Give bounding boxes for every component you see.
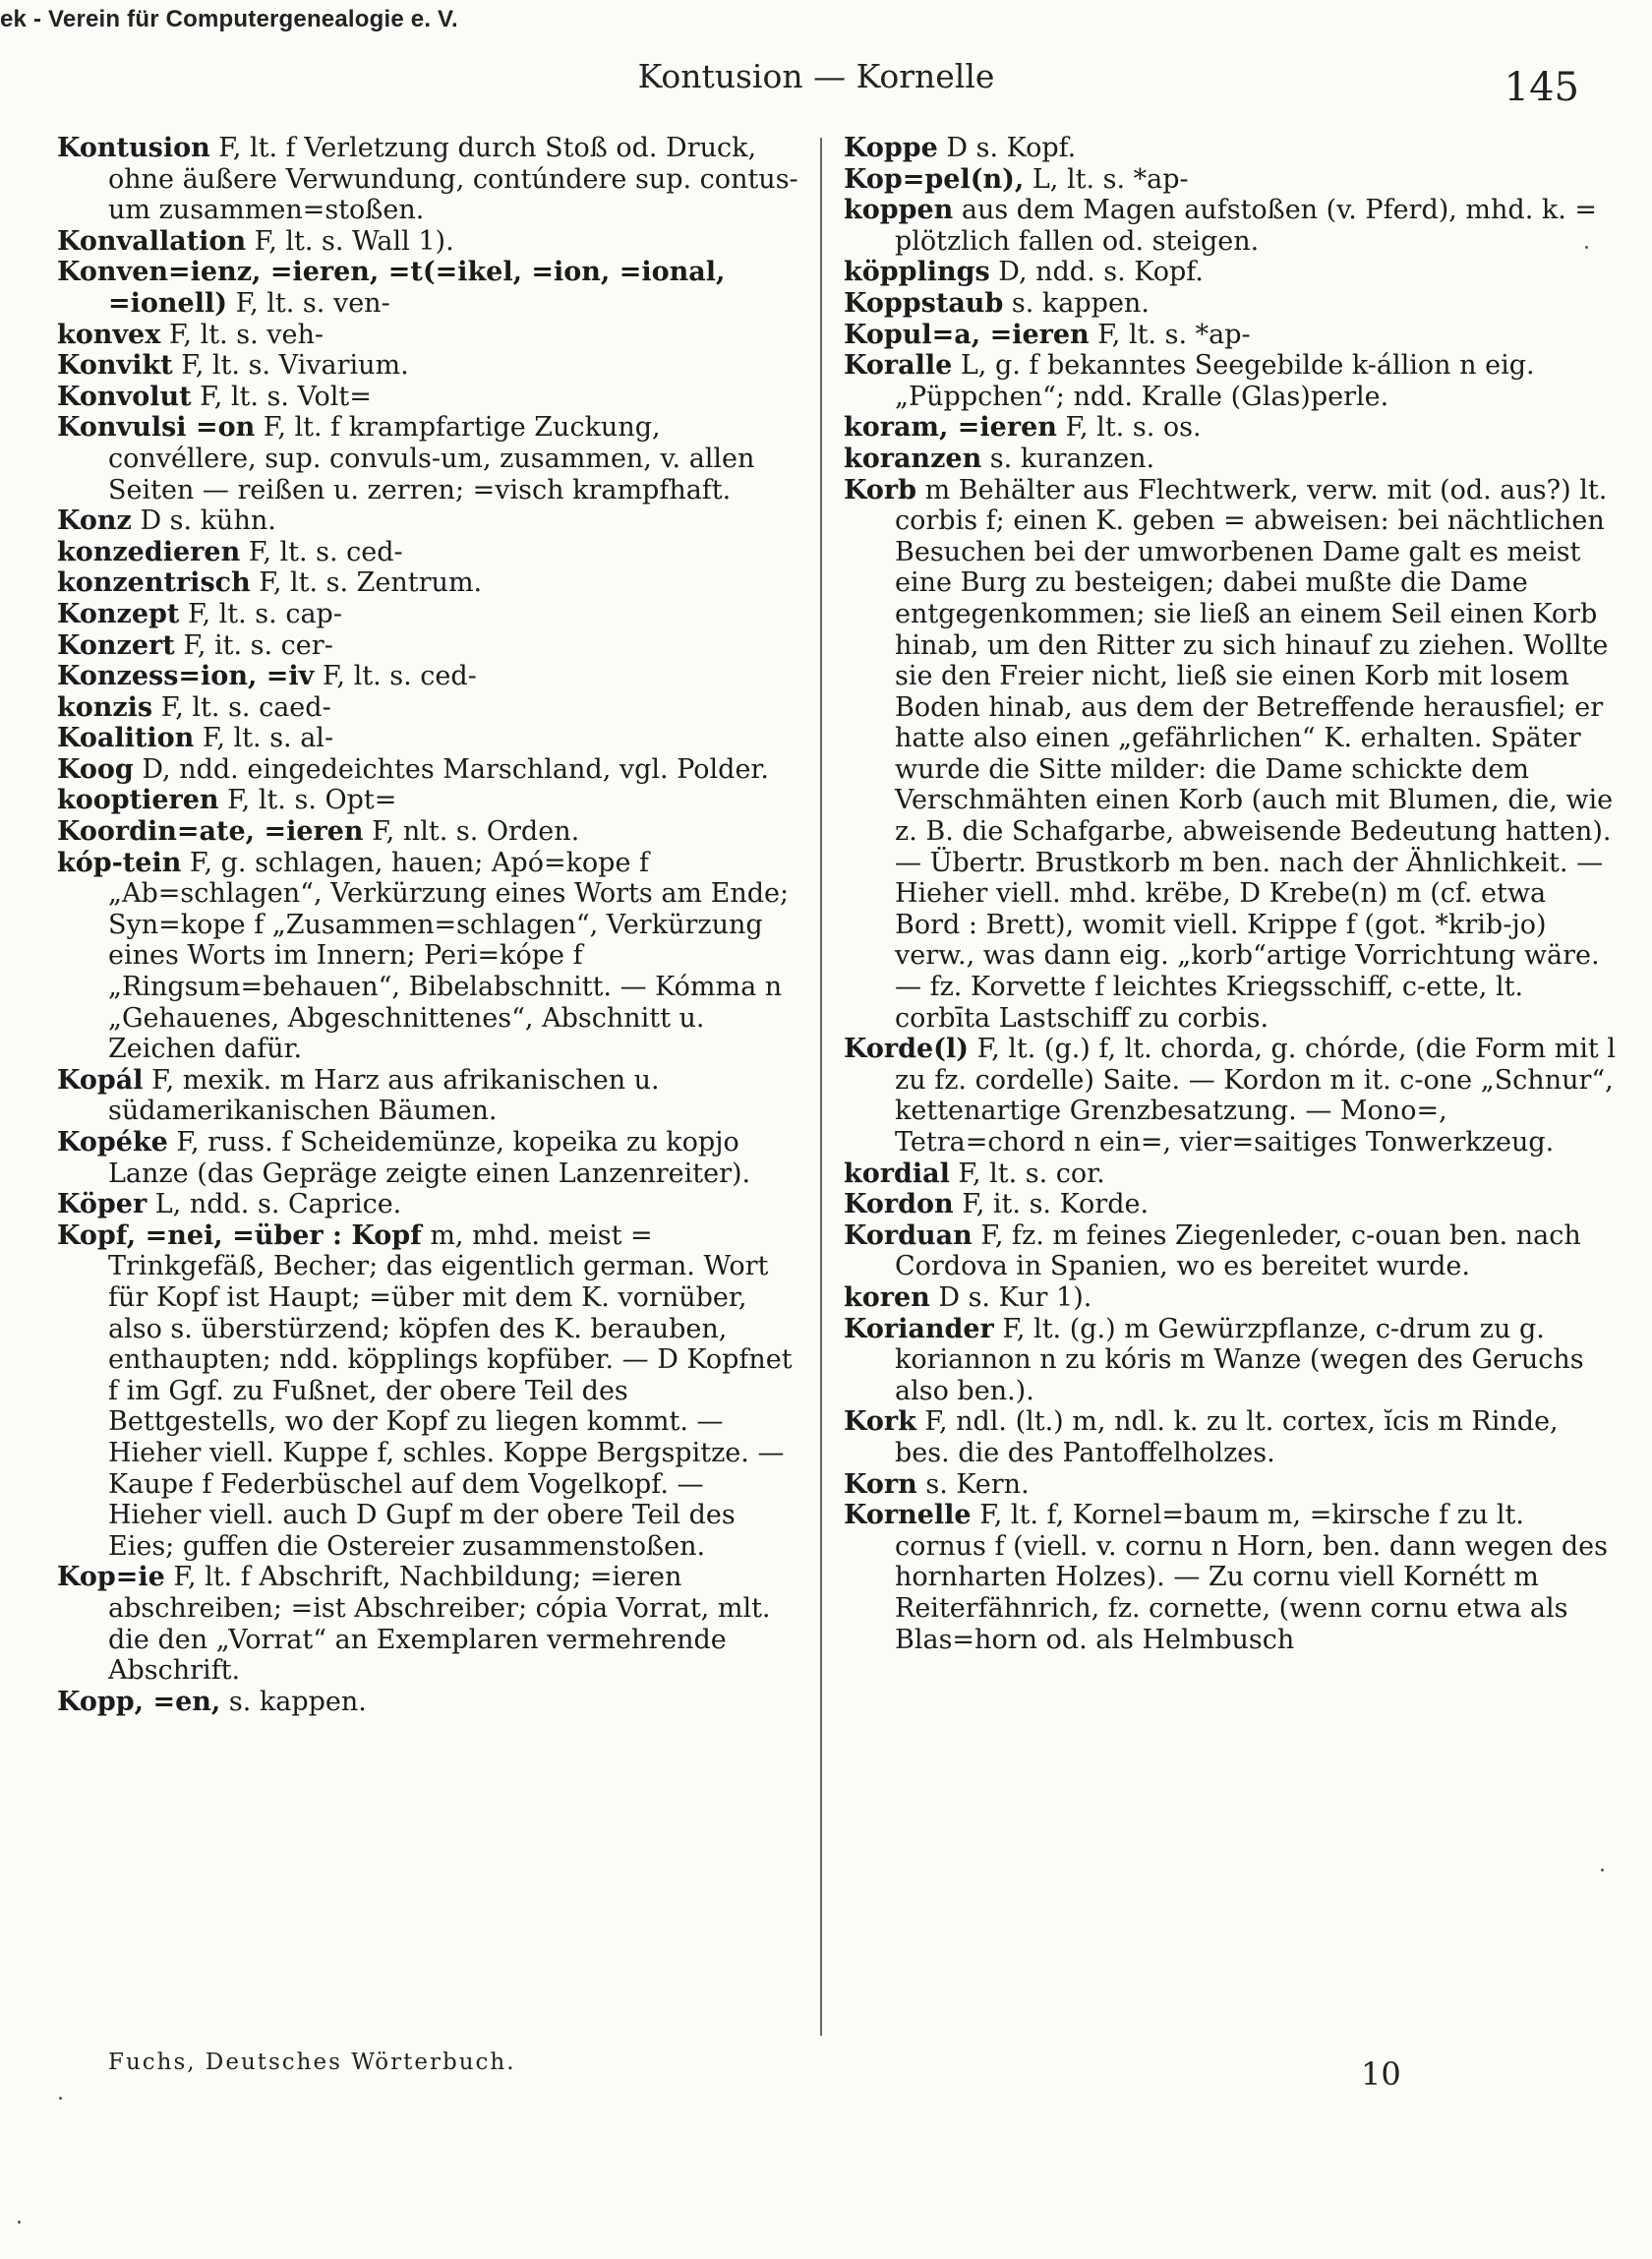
dictionary-entry	[844, 412, 1617, 444]
dictionary-entry	[844, 320, 1617, 351]
entry-headword: Konzess=ion, =iv	[57, 661, 315, 692]
entry-headword: kóp-tein	[57, 847, 182, 878]
entry-definition: F, nlt. s. Orden.	[363, 816, 580, 848]
dictionary-entry	[57, 848, 804, 1065]
entry-headword: Korb	[844, 474, 916, 505]
entry-definition: s. kappen.	[220, 1686, 367, 1717]
entry-definition: L, lt. s. *ap-	[1024, 163, 1189, 195]
entry-definition: F, lt. s. cap-	[179, 598, 342, 629]
entry-headword: Korn	[844, 1468, 917, 1500]
footer-title: Fuchs, Deutsches Wörterbuch.	[108, 2050, 516, 2075]
entry-headword: Korduan	[844, 1219, 973, 1251]
print-speck	[1601, 1869, 1604, 1872]
entry-definition: F, g. schlagen, hauen; Apó=kope f „Ab=schlagen“, Verkürzung eines Worts am Ende; Syn=kope f „Zusammen=schlagen“, Verkürzung eines Worts im Innern; Peri=kópe f „Ringsum=behauen“, Bibelabschnitt. — Kómma n „Gehauenes, Abgeschnittenes“, Abschnitt u. Zeichen dafür.	[108, 847, 797, 1065]
dictionary-entry	[844, 133, 1617, 164]
entry-definition: F, lt. f krampfartige Zuckung, convéllere, sup. convuls-um, zusammen, v. allen Seiten — reißen u. zerren; =visch krampfhaft.	[108, 412, 764, 505]
dictionary-entry	[844, 257, 1617, 288]
dictionary-entry	[844, 1159, 1617, 1190]
dictionary-entry	[57, 754, 804, 786]
dictionary-entry	[844, 195, 1617, 257]
entry-definition: F, fz. m feines Ziegenleder, c-ouan ben. nach Cordova in Spanien, wo es bereitet wurde.	[895, 1219, 1590, 1282]
entry-headword: Kop=ie	[57, 1562, 165, 1593]
entry-definition: D s. Kur 1).	[929, 1281, 1092, 1313]
entry-headword: Kordon	[844, 1189, 954, 1220]
entry-definition: F, lt. (g.) f, lt. chorda, g. chórde, (die Form mit l zu fz. cordelle) Saite. — Kordon m it. c-one „Schnur“, kettenartige Grenzbesatzung. — Mono=, Tetra=chord n ein=, vier=saitiges Tonwerkzeug.	[895, 1034, 1624, 1158]
dictionary-entry	[57, 257, 804, 319]
print-speck	[59, 2097, 62, 2100]
print-speck	[1585, 246, 1588, 249]
right-column	[844, 133, 1624, 1655]
entry-headword: Koordin=ate, =ieren	[57, 816, 364, 848]
dictionary-entry	[57, 1562, 804, 1686]
entry-definition: s. kuranzen.	[981, 443, 1155, 474]
entry-headword: koram, =ieren	[844, 412, 1057, 444]
dictionary-entry	[844, 1220, 1617, 1282]
entry-definition: F, lt. (g.) m Gewürzpflanze, c-drum zu g. koriannon n zu kóris m Wanze (wegen des Geruchs also ben.).	[895, 1313, 1593, 1406]
entry-headword: Koalition	[57, 723, 195, 754]
entry-headword: Kopéke	[57, 1127, 168, 1158]
dictionary-entry	[57, 692, 804, 724]
entry-definition: F, lt. s. Zentrum.	[250, 567, 483, 599]
entry-definition: F, it. s. cer-	[174, 629, 333, 661]
entry-headword: Kop=pel(n),	[844, 163, 1025, 195]
dictionary-entry	[57, 1127, 804, 1189]
entry-headword: Kopál	[57, 1064, 144, 1096]
entry-headword: Konzept	[57, 598, 180, 629]
dictionary-entry	[57, 133, 804, 226]
dictionary-entry	[57, 1065, 804, 1127]
entry-definition: D, ndd. s. Kopf.	[989, 257, 1204, 288]
entry-headword: Kopp, =en,	[57, 1686, 221, 1717]
entry-definition: F, lt. s. Volt=	[191, 381, 372, 412]
entry-headword: koppen	[844, 195, 954, 226]
dictionary-entry	[57, 1220, 804, 1563]
dictionary-entry	[57, 320, 804, 351]
dictionary-entry	[57, 505, 804, 537]
dictionary-entry	[57, 226, 804, 258]
entry-headword: koren	[844, 1281, 930, 1313]
entry-definition: F, lt. s. al-	[194, 723, 334, 754]
entry-headword: konzis	[57, 691, 153, 723]
entry-headword: köpplings	[844, 257, 990, 288]
entry-definition: F, lt. s. Opt=	[218, 785, 397, 816]
entry-definition: F, ndl. (lt.) m, ndl. k. zu lt. cortex, ĭcis m Rinde, bes. die des Pantoffelholzes.	[895, 1406, 1567, 1468]
dictionary-entry	[57, 630, 804, 662]
dictionary-entry	[57, 1687, 804, 1718]
dictionary-entry	[57, 661, 804, 692]
dictionary-entry	[844, 1314, 1617, 1407]
entry-headword: kordial	[844, 1158, 950, 1189]
entry-definition: F, it. s. Korde.	[953, 1189, 1150, 1220]
entry-headword: Koriander	[844, 1313, 994, 1344]
entry-definition: F, mexik. m Harz aus afrikanischen u. südamerikanischen Bäumen.	[108, 1064, 669, 1127]
entry-headword: konzentrisch	[57, 567, 251, 599]
entry-definition: F, lt. s. ced-	[314, 661, 477, 692]
signature-mark: 10	[1361, 2055, 1401, 2093]
dictionary-entry	[57, 723, 804, 754]
entry-headword: konvex	[57, 319, 161, 350]
entry-definition: F, lt. s. os.	[1056, 412, 1202, 444]
entry-headword: Konvikt	[57, 350, 173, 382]
entry-definition: F, lt. s. ced-	[240, 536, 403, 567]
dictionary-entry	[844, 474, 1622, 1035]
dictionary-entry	[844, 1406, 1617, 1468]
dictionary-entry	[844, 1500, 1617, 1655]
entry-headword: Kopul=a, =ieren	[844, 319, 1090, 350]
dictionary-entry	[57, 382, 804, 413]
dictionary-entry	[844, 288, 1617, 320]
entry-definition: F, lt. s. Vivarium.	[172, 350, 409, 382]
dictionary-entry	[844, 350, 1617, 412]
dictionary-entry	[57, 599, 804, 630]
column-divider	[820, 138, 822, 2036]
entry-definition: L, g. f bekanntes Seegebilde k-állion n eig. „Püppchen“; ndd. Kralle (Glas)perle.	[895, 350, 1544, 412]
entry-headword: Konvulsi =on	[57, 412, 256, 444]
entry-definition: s. Kern.	[916, 1468, 1030, 1500]
entry-definition: m Behälter aus Flechtwerk, verw. mit (od. aus?) lt. corbis f; einen K. geben = abweisen: bei nächtlichen Besuchen bei der umworbenen Dame galt es meist eine Burg zu besteigen; dabei mußte die Dame entgegenkommen; sie ließ an einem Seil einen Korb hinab, um den Ritter zu sich hinauf zu ziehen. Wollte sie den Freier nicht, ließ sie einen Korb mit losem Boden hinab, aus dem der Betreffende herausfiel; er hatte also einen „gefährlichen“ K. erhalten. Später wurde die Sitte milder: die Dame schickte dem Verschmähten einen Korb (auch mit Blumen, die, wie z. B. die Schafgarbe, abweisende Bedeutung hatten). — Übertr. Brustkorb m ben. nach der Ähnlichkeit. — Hieher viell. mhd. krëbe, D Krebe(n) m (cf. etwa Bord : Brett), womit viell. Krippe f (got. *krib-jo) verw., was dann eig. „korb“artige Vorrichtung wäre. — fz. Korvette f leichtes Kriegsschiff, c-ette, lt. corbīta Lastschiff zu corbis.	[895, 474, 1622, 1034]
entry-headword: Kontusion	[57, 133, 210, 163]
dictionary-entry	[844, 1034, 1624, 1158]
dictionary-entry	[57, 412, 804, 505]
print-speck	[18, 2221, 21, 2224]
entry-definition: D, ndd. eingedeichtes Marschland, vgl. Polder.	[133, 753, 769, 785]
entry-headword: konzedieren	[57, 536, 241, 567]
entry-definition: s. kappen.	[1003, 287, 1150, 319]
entry-headword: Konz	[57, 505, 132, 537]
entry-headword: Konven=ienz, =ieren, =t(=ikel, =ion, =ional, =ionell)	[57, 257, 735, 319]
entry-headword: Koppe	[844, 133, 938, 163]
entry-definition: F, lt. f Verletzung durch Stoß od. Druck, ohne äußere Verwundung, contúndere sup. contus-um zusammen=stoßen.	[108, 133, 798, 226]
watermark: ek - Verein für Computergenealogie e. V.	[0, 6, 458, 32]
entry-headword: Konzert	[57, 629, 175, 661]
entry-headword: Koog	[57, 753, 134, 785]
dictionary-entry	[844, 444, 1617, 475]
entry-headword: Konvolut	[57, 381, 192, 412]
dictionary-entry	[57, 785, 804, 816]
entry-definition: F, lt. s. Wall 1).	[246, 225, 454, 257]
page-number: 145	[1504, 65, 1579, 110]
dictionary-entry	[57, 816, 804, 848]
entry-definition: F, lt. s. ven-	[227, 287, 390, 319]
dictionary-entry	[57, 567, 804, 599]
entry-definition: F, lt. s. caed-	[152, 691, 331, 723]
running-head: Kontusion — Kornelle	[637, 57, 995, 95]
left-column	[57, 133, 804, 1717]
entry-definition: D s. kühn.	[131, 505, 276, 537]
entry-definition: F, lt. s. cor.	[949, 1158, 1105, 1189]
dictionary-entry	[57, 1189, 804, 1220]
dictionary-entry	[844, 1282, 1617, 1314]
entry-headword: Kopf, =nei, =über : Kopf	[57, 1219, 422, 1251]
dictionary-entry	[57, 350, 804, 382]
entry-definition: aus dem Magen aufstoßen (v. Pferd), mhd. k. = plötzlich fallen od. steigen.	[895, 195, 1606, 257]
entry-definition: F, lt. f Abschrift, Nachbildung; =ieren abschreiben; =ist Abschreiber; cópia Vorrat, mlt. die den „Vorrat“ an Exemplaren vermehrende Abschrift.	[108, 1562, 780, 1687]
entry-headword: Kornelle	[844, 1500, 972, 1531]
entry-headword: Kork	[844, 1406, 916, 1438]
dictionary-entry	[57, 537, 804, 568]
dictionary-entry	[844, 1189, 1617, 1220]
dictionary-entry	[844, 164, 1617, 196]
entry-headword: kooptieren	[57, 785, 219, 816]
entry-definition: F, lt. s. veh-	[160, 319, 324, 350]
entry-definition: m, mhd. meist = Trinkgefäß, Becher; das eigentlich german. Wort für Kopf ist Haupt; =über mit dem K. vornüber, also s. überstürzend; köpfen des K. berauben, enthaupten; ndd. köpplings kopfüber. — D Kopfnet f im Ggf. zu Fußnet, der obere Teil des Bettgestells, wo der Kopf zu liegen kommt. — Hieher viell. Kuppe f, schles. Koppe Bergspitze. — Kaupe f Federbüschel auf dem Vogelkopf. — Hieher viell. auch D Gupf m der obere Teil des Eies; guffen die Ostereier zusammenstoßen.	[108, 1219, 801, 1562]
entry-definition: D s. Kopf.	[937, 133, 1077, 163]
dictionary-entry	[844, 1469, 1617, 1501]
entry-headword: Koppstaub	[844, 287, 1004, 319]
entry-definition: F, lt. s. *ap-	[1089, 319, 1251, 350]
entry-headword: Korde(l)	[844, 1034, 969, 1065]
entry-headword: Konvallation	[57, 225, 247, 257]
entry-headword: Koralle	[844, 350, 953, 382]
entry-headword: koranzen	[844, 443, 982, 474]
entry-headword: Köper	[57, 1189, 148, 1220]
entry-definition: F, lt. f, Kornel=baum m, =kirsche f zu lt. cornus f (viell. v. cornu n Horn, ben. dann wegen des hornharten Holzes). — Zu cornu viell Kornétt m Reiterfähnrich, fz. cornette, (wenn cornu etwa als Blas=horn od. als Helmbusch	[895, 1500, 1617, 1655]
entry-definition: F, russ. f Scheidemünze, kopeika zu kopjo Lanze (das Gepräge zeigte einen Lanzenreiter).	[108, 1127, 751, 1189]
entry-definition: L, ndd. s. Caprice.	[147, 1189, 402, 1220]
